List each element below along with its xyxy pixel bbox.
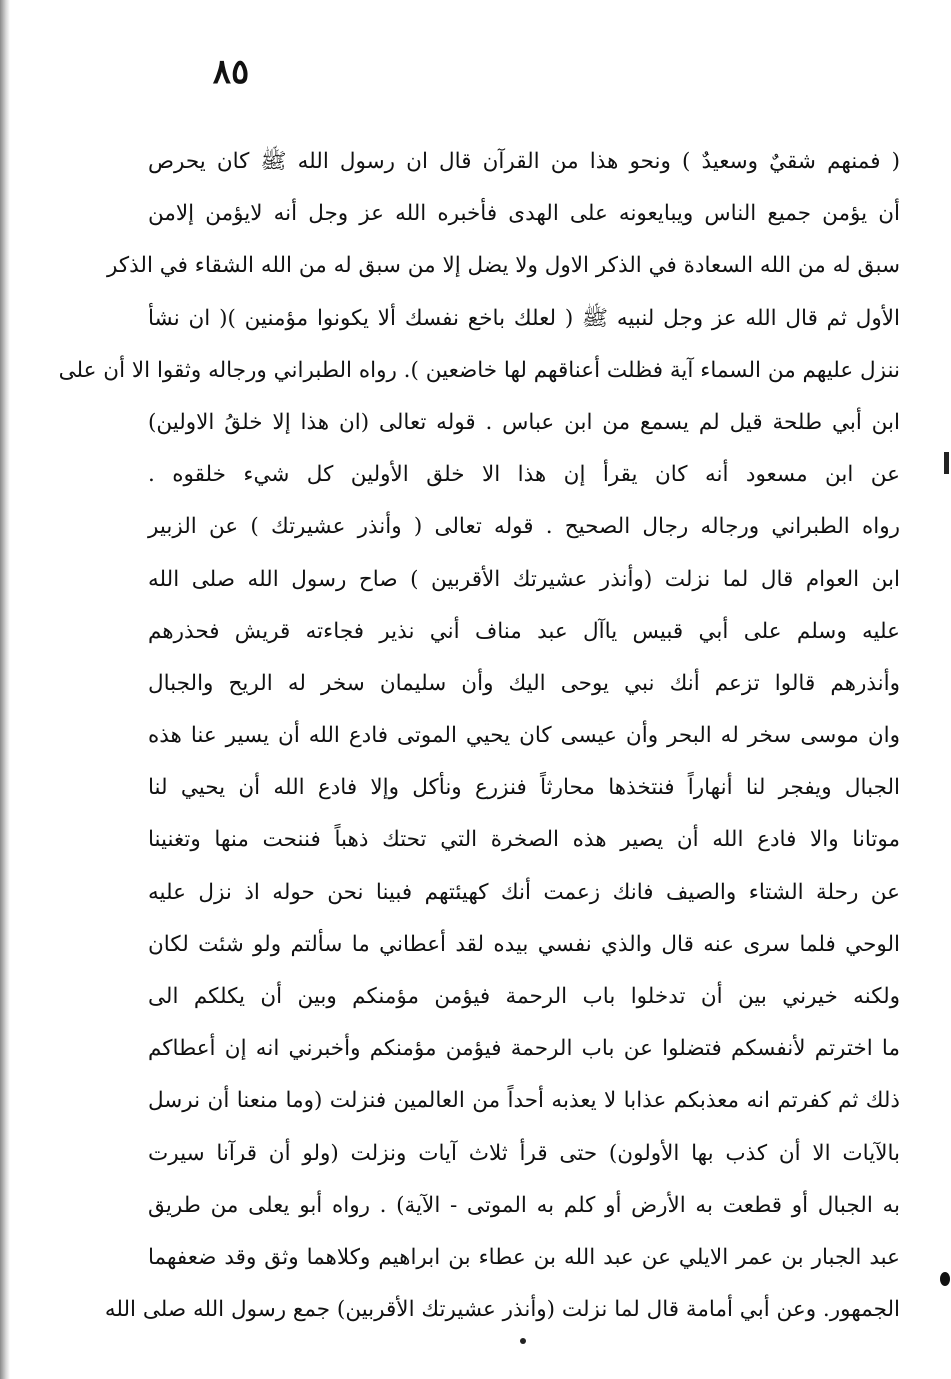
text-line: الجبال ويفجر لنا أنهاراً فنتخذها محارثاً فنزرع ونأكل وإلا فادع الله أن يحيي لنا xyxy=(148,775,900,801)
text-line: موتانا والا فادع الله أن يصير هذه الصخرة التي تحتك ذهباً فننحت منها وتغنينا xyxy=(148,827,900,853)
margin-mark xyxy=(944,452,949,474)
text-line: عن ابن مسعود أنه كان يقرأ إن هذا الا خلق الأولين كل شيء خلقوه . xyxy=(148,462,900,488)
text-line: وأنذرهم قالوا تزعم أنك نبي يوحى اليك وأن سليمان سخر له الريح والجبال xyxy=(148,670,900,696)
scan-dot xyxy=(520,1338,526,1344)
text-line: وان موسى سخر له البحر وأن عيسى كان يحيي الموتى فادع الله أن يسير عنا هذه xyxy=(148,723,900,749)
text-line: ما اخترتم لأنفسكم فتضلوا عن باب الرحمة فيؤمن مؤمنكم وأخبرني انه إن أعطاكم xyxy=(148,1036,900,1062)
page-number: ٨٥ xyxy=(212,52,250,92)
text-line: الوحي فلما سرى عنه قال والذي نفسي بيده لقد أعطاني ما سألتم ولو شئت لكان xyxy=(148,931,900,957)
text-line: عبد الجبار بن عمر الايلي عن عبد الله بن عطاء بن ابراهيم وكلاهما وثق وقد ضعفهما xyxy=(148,1244,900,1270)
text-line: به الجبال أو قطعت به الأرض أو كلم به الموتى - الآية) . رواه أبو يعلى من طريق xyxy=(148,1192,900,1218)
body-text xyxy=(58,136,900,1336)
scan-speck xyxy=(940,1272,950,1286)
text-line: ذلك ثم كفرتم انه معذبكم عذابا لا يعذبه أحداً من العالمين فنزلت (وما منعنا أن نرسل xyxy=(148,1088,900,1114)
text-line: ننزل عليهم من السماء آية فظلت أعناقهم لها خاضعين ). رواه الطبراني ورجاله وثقوا الا أن على xyxy=(58,357,900,383)
text-line: بالآيات الا أن كذب بها الأولون) حتى قرأ ثلاث آيات ونزلت (ولو أن قرآنا سيرت xyxy=(148,1140,900,1166)
page-edge-shadow xyxy=(0,0,10,1379)
text-line: الأول ثم قال الله عز وجل لنبيه ﷺ ( لعلك باخع نفسك ألا يكونوا مؤمنين )( ان نشأ xyxy=(148,305,900,331)
text-line: سبق له من الله السعادة في الذكر الاول ولا يضل إلا من سبق له من الله الشقاء في الذكر xyxy=(107,253,900,279)
text-line: ابن أبي طلحة قيل لم يسمع من ابن عباس . قوله تعالى (ان هذا إلا خلقُ الاولين) xyxy=(148,409,900,435)
text-line: ( فمنهم شقيٌ وسعيدٌ ) ونحو هذا من القرآن قال ان رسول الله ﷺ كان يحرص xyxy=(148,149,900,174)
text-line: ابن العوام قال لما نزلت (وأنذر عشيرتك الأقربين ) صاح رسول الله صلى الله xyxy=(148,566,900,592)
text-line: عليه وسلم على أبي قبيس ياآل عبد مناف أني نذير فجاءته قريش فحذرهم xyxy=(148,618,900,644)
text-line: أن يؤمن جميع الناس ويبايعونه على الهدى فأخبره الله عز وجل أنه لايؤمن إلامن xyxy=(148,201,900,227)
text-line: الجمهور. وعن أبي أمامة قال لما نزلت (وأنذر عشيرتك الأقربين) جمع رسول الله صلى الله xyxy=(104,1297,900,1323)
text-line: ولكنه خيرني بين أن تدخلوا باب الرحمة فيؤمن مؤمنكم وبين أن يكلكم الى xyxy=(148,984,900,1009)
text-line: عن رحلة الشتاء والصيف فانك زعمت أنك كهيئتهم فبينا نحن حوله اذ نزل عليه xyxy=(148,879,900,905)
text-line: رواه الطبراني ورجاله رجال الصحيح . قوله تعالى ( وأنذر عشيرتك ) عن الزبير xyxy=(148,514,900,540)
